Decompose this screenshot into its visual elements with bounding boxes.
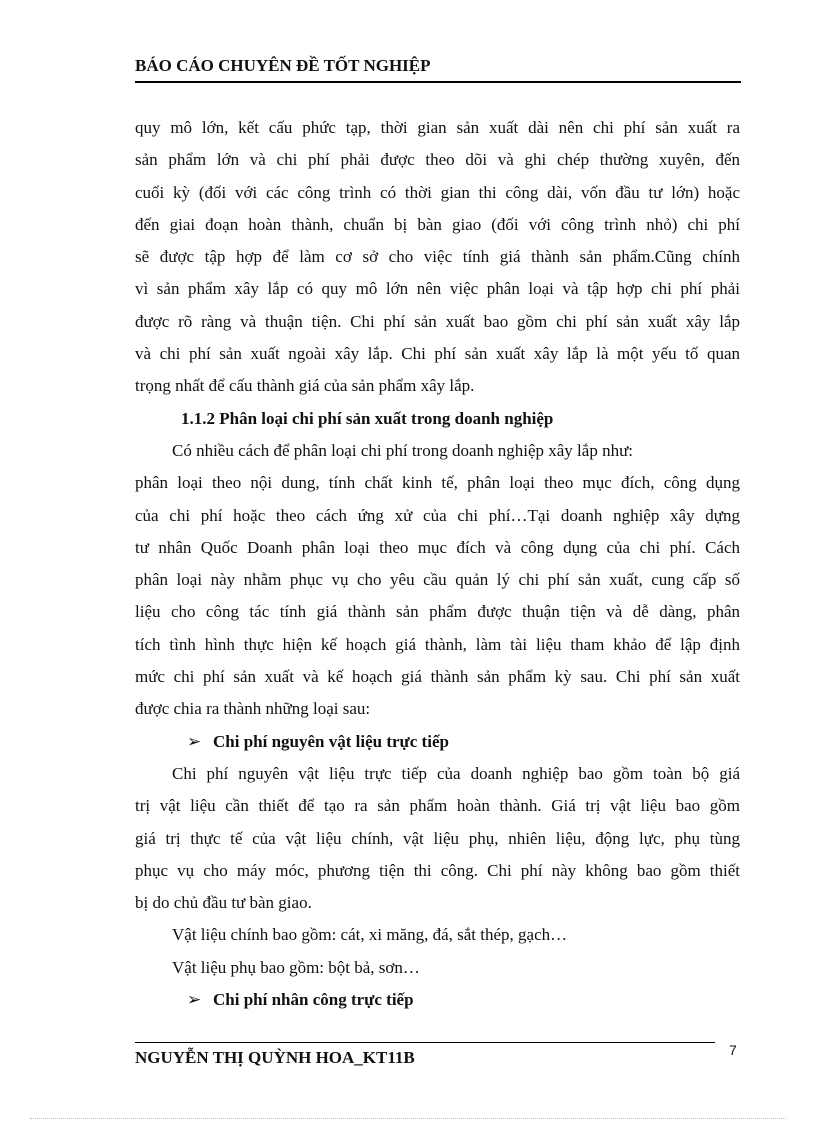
bullet-label: Chi phí nguyên vật liệu trực tiếp xyxy=(213,731,449,751)
text-line: cuối kỳ (đối với các công trình có thời gian thi công dài, vốn đầu tư lớn) hoặc xyxy=(135,182,740,202)
text-line: tích tình hình thực hiện kế hoạch giá thành, làm tài liệu tham khảo để lập định xyxy=(135,634,740,654)
bullet-label: Chi phí nhân công trực tiếp xyxy=(213,990,414,1010)
text-line: Vật liệu phụ bao gồm: bột bả, sơn… xyxy=(172,957,420,977)
text-line: Chi phí nguyên vật liệu trực tiếp của doanh nghiệp bao gồm toàn bộ giá xyxy=(172,763,740,783)
text-line: phân loại theo nội dung, tính chất kinh tế, phân loại theo mục đích, công dụng xyxy=(135,473,740,493)
text-line: được chia ra thành những loại sau: xyxy=(135,699,371,719)
text-line: tư nhân Quốc Doanh phân loại theo mục đích và công dụng của chi phí. Cách xyxy=(135,537,740,557)
text-line: liệu cho công tác tính giá thành sản phẩm được thuận tiện và dễ dàng, phân xyxy=(135,602,740,622)
text-line: giá trị thực tế của vật liệu chính, vật liệu phụ, nhiên liệu, động lực, phụ tùng xyxy=(135,828,740,848)
page-edge-divider xyxy=(30,1118,786,1119)
page-header: BÁO CÁO CHUYÊN ĐỀ TỐT NGHIỆP xyxy=(135,54,741,83)
text-line: sẽ được tập hợp để làm cơ sở cho việc tính giá thành sản phẩm.Cũng chính xyxy=(135,247,740,267)
text-line: mức chi phí sản xuất và kế hoạch giá thành sản phẩm kỳ sau. Chi phí sản xuất xyxy=(135,667,740,687)
section-heading: 1.1.2 Phân loại chi phí sản xuất trong doanh nghiệp xyxy=(181,408,554,428)
text-line: đến giai đoạn hoàn thành, chuẩn bị bàn giao (đối với công trình nhỏ) chi phí xyxy=(135,214,740,234)
text-line: của chi phí hoặc theo cách ứng xử của chi phí…Tại doanh nghiệp xây dựng xyxy=(135,505,740,525)
text-line: Vật liệu chính bao gồm: cát, xi măng, đá, sắt thép, gạch… xyxy=(172,925,568,945)
text-line: vì sản phẩm xây lắp có quy mô lớn nên việc phân loại và tập hợp chi phí phải xyxy=(135,279,740,299)
bullet-item xyxy=(135,726,740,758)
footer-divider xyxy=(135,1042,715,1043)
document-body xyxy=(135,112,740,1016)
arrow-bullet-icon: ➢ xyxy=(187,731,202,751)
arrow-bullet-icon: ➢ xyxy=(187,990,202,1010)
text-line: bị do chủ đầu tư bàn giao. xyxy=(135,893,312,913)
text-line: và chi phí sản xuất ngoài xây lắp. Chi phí sản xuất xây lắp là một yếu tố quan xyxy=(135,344,740,364)
text-line: sản phẩm lớn và chi phí phải được theo dõi và ghi chép thường xuyên, đến xyxy=(135,150,740,170)
bullet-item xyxy=(135,984,740,1016)
text-line: phục vụ cho máy móc, phương tiện thi công. Chi phí này không bao gồm thiết xyxy=(135,860,740,880)
text-line: phân loại này nhằm phục vụ cho yêu cầu quản lý chi phí sản xuất, cung cấp số xyxy=(135,570,740,590)
text-line: quy mô lớn, kết cấu phức tạp, thời gian sản xuất dài nên chi phí sản xuất ra xyxy=(135,118,740,137)
page-number: 7 xyxy=(729,1042,737,1058)
text-line: trọng nhất để cấu thành giá của sản phẩm xây lắp. xyxy=(135,376,475,396)
footer-author: NGUYỄN THỊ QUỲNH HOA_KT11B xyxy=(135,1048,415,1067)
text-line: trị vật liệu cần thiết để tạo ra sản phẩm hoàn thành. Giá trị vật liệu bao gồm xyxy=(135,796,740,816)
text-line: Có nhiều cách để phân loại chi phí trong doanh nghiệp xây lắp như: xyxy=(172,440,634,460)
text-line: được rõ ràng và thuận tiện. Chi phí sản xuất bao gồm chi phí sản xuất xây lắp xyxy=(135,311,740,331)
